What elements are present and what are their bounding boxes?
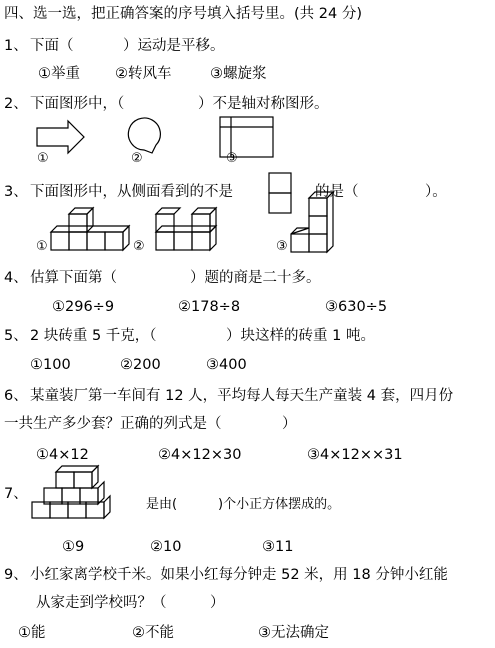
- question-7-number: 7、: [4, 486, 28, 502]
- question-3-text-post: 的是（: [315, 184, 359, 200]
- question-5-option-1: ①100: [30, 357, 71, 373]
- speech-bubble-shape-icon: [122, 117, 164, 157]
- question-6-line-1: 某童装厂第一车间有 12 人，平均每人每天生产童装 4 套，四月份: [30, 388, 454, 404]
- question-5-option-3: ③400: [206, 357, 247, 373]
- question-6-option-2: ②4×12×30: [158, 447, 242, 463]
- question-6-line-2-end: ）: [282, 416, 297, 432]
- question-1-option-1: ①举重: [38, 66, 80, 82]
- question-1-text-pre: 下面（: [30, 38, 74, 54]
- question-5-number: 5、: [4, 328, 28, 344]
- question-7-text-post: )个小正方体摆成的。: [218, 497, 341, 512]
- question-4-text-post: ）题的商是二十多。: [190, 270, 321, 286]
- question-1-option-3: ③螺旋浆: [210, 66, 267, 82]
- question-4-option-1: ①296÷9: [52, 299, 115, 315]
- question-6-option-1: ①4×12: [36, 447, 89, 463]
- question-4-option-3: ③630÷5: [325, 299, 388, 315]
- question-3-text-pre: 下面图形中，从侧面看到的不是: [30, 184, 233, 200]
- question-1-option-2: ②转风车: [115, 66, 172, 82]
- question-9-line-1: 小红家离学校千米。如果小红每分钟走 52 米，用 18 分钟小红能: [30, 567, 448, 583]
- question-1-number: 1、: [4, 38, 28, 54]
- cube-stack-2-icon: [155, 212, 235, 254]
- question-3-text-end: ）。: [425, 184, 447, 200]
- question-3-number: 3、: [4, 184, 28, 200]
- question-3-label-3: ③: [276, 239, 288, 254]
- question-5-text-post: ）块这样的砖重 1 吨。: [226, 328, 375, 344]
- section-title: 四、选一选，把正确答案的序号填入括号里。(共 24 分): [4, 6, 362, 22]
- question-9-number: 9、: [4, 567, 28, 583]
- cube-stack-1-icon: [50, 212, 130, 254]
- question-2-label-2: ②: [131, 151, 143, 166]
- question-9-line-2: 从家走到学校吗？（: [36, 595, 167, 611]
- cube-stack-3-icon: [290, 200, 340, 256]
- question-7-option-1: ①9: [62, 539, 85, 555]
- question-7-option-3: ③11: [262, 539, 294, 555]
- question-9-option-2: ②不能: [132, 625, 174, 641]
- question-2-text-post: ）不是轴对称图形。: [198, 96, 329, 112]
- question-7-text-mid: 是由(: [146, 497, 178, 512]
- question-7-option-2: ②10: [150, 539, 182, 555]
- question-4-option-2: ②178÷8: [178, 299, 241, 315]
- question-5-option-2: ②200: [120, 357, 161, 373]
- question-1-text-post: ）运动是平移。: [123, 38, 225, 54]
- question-4-number: 4、: [4, 270, 28, 286]
- question-2-label-1: ①: [37, 151, 49, 166]
- question-3-label-2: ②: [133, 239, 145, 254]
- question-2-number: 2、: [4, 96, 28, 112]
- question-9-option-1: ①能: [18, 625, 46, 641]
- question-3-label-1: ①: [36, 239, 48, 254]
- question-6-number: 6、: [4, 388, 28, 404]
- question-9-line-2-end: ）: [210, 595, 225, 611]
- question-9-option-3: ③无法确定: [258, 625, 329, 641]
- question-6-line-2: 一共生产多少套？正确的列式是（: [4, 416, 222, 432]
- question-4-text-pre: 估算下面第（: [30, 270, 117, 286]
- question-5-text-pre: 2 块砖重 5 千克，（: [30, 328, 157, 344]
- question-2-text-pre: 下面图形中，（: [30, 96, 125, 112]
- question-6-option-3: ③4×12××31: [307, 447, 403, 463]
- question-2-label-3: ③: [226, 151, 238, 166]
- cube-arrangement-icon: [30, 470, 130, 520]
